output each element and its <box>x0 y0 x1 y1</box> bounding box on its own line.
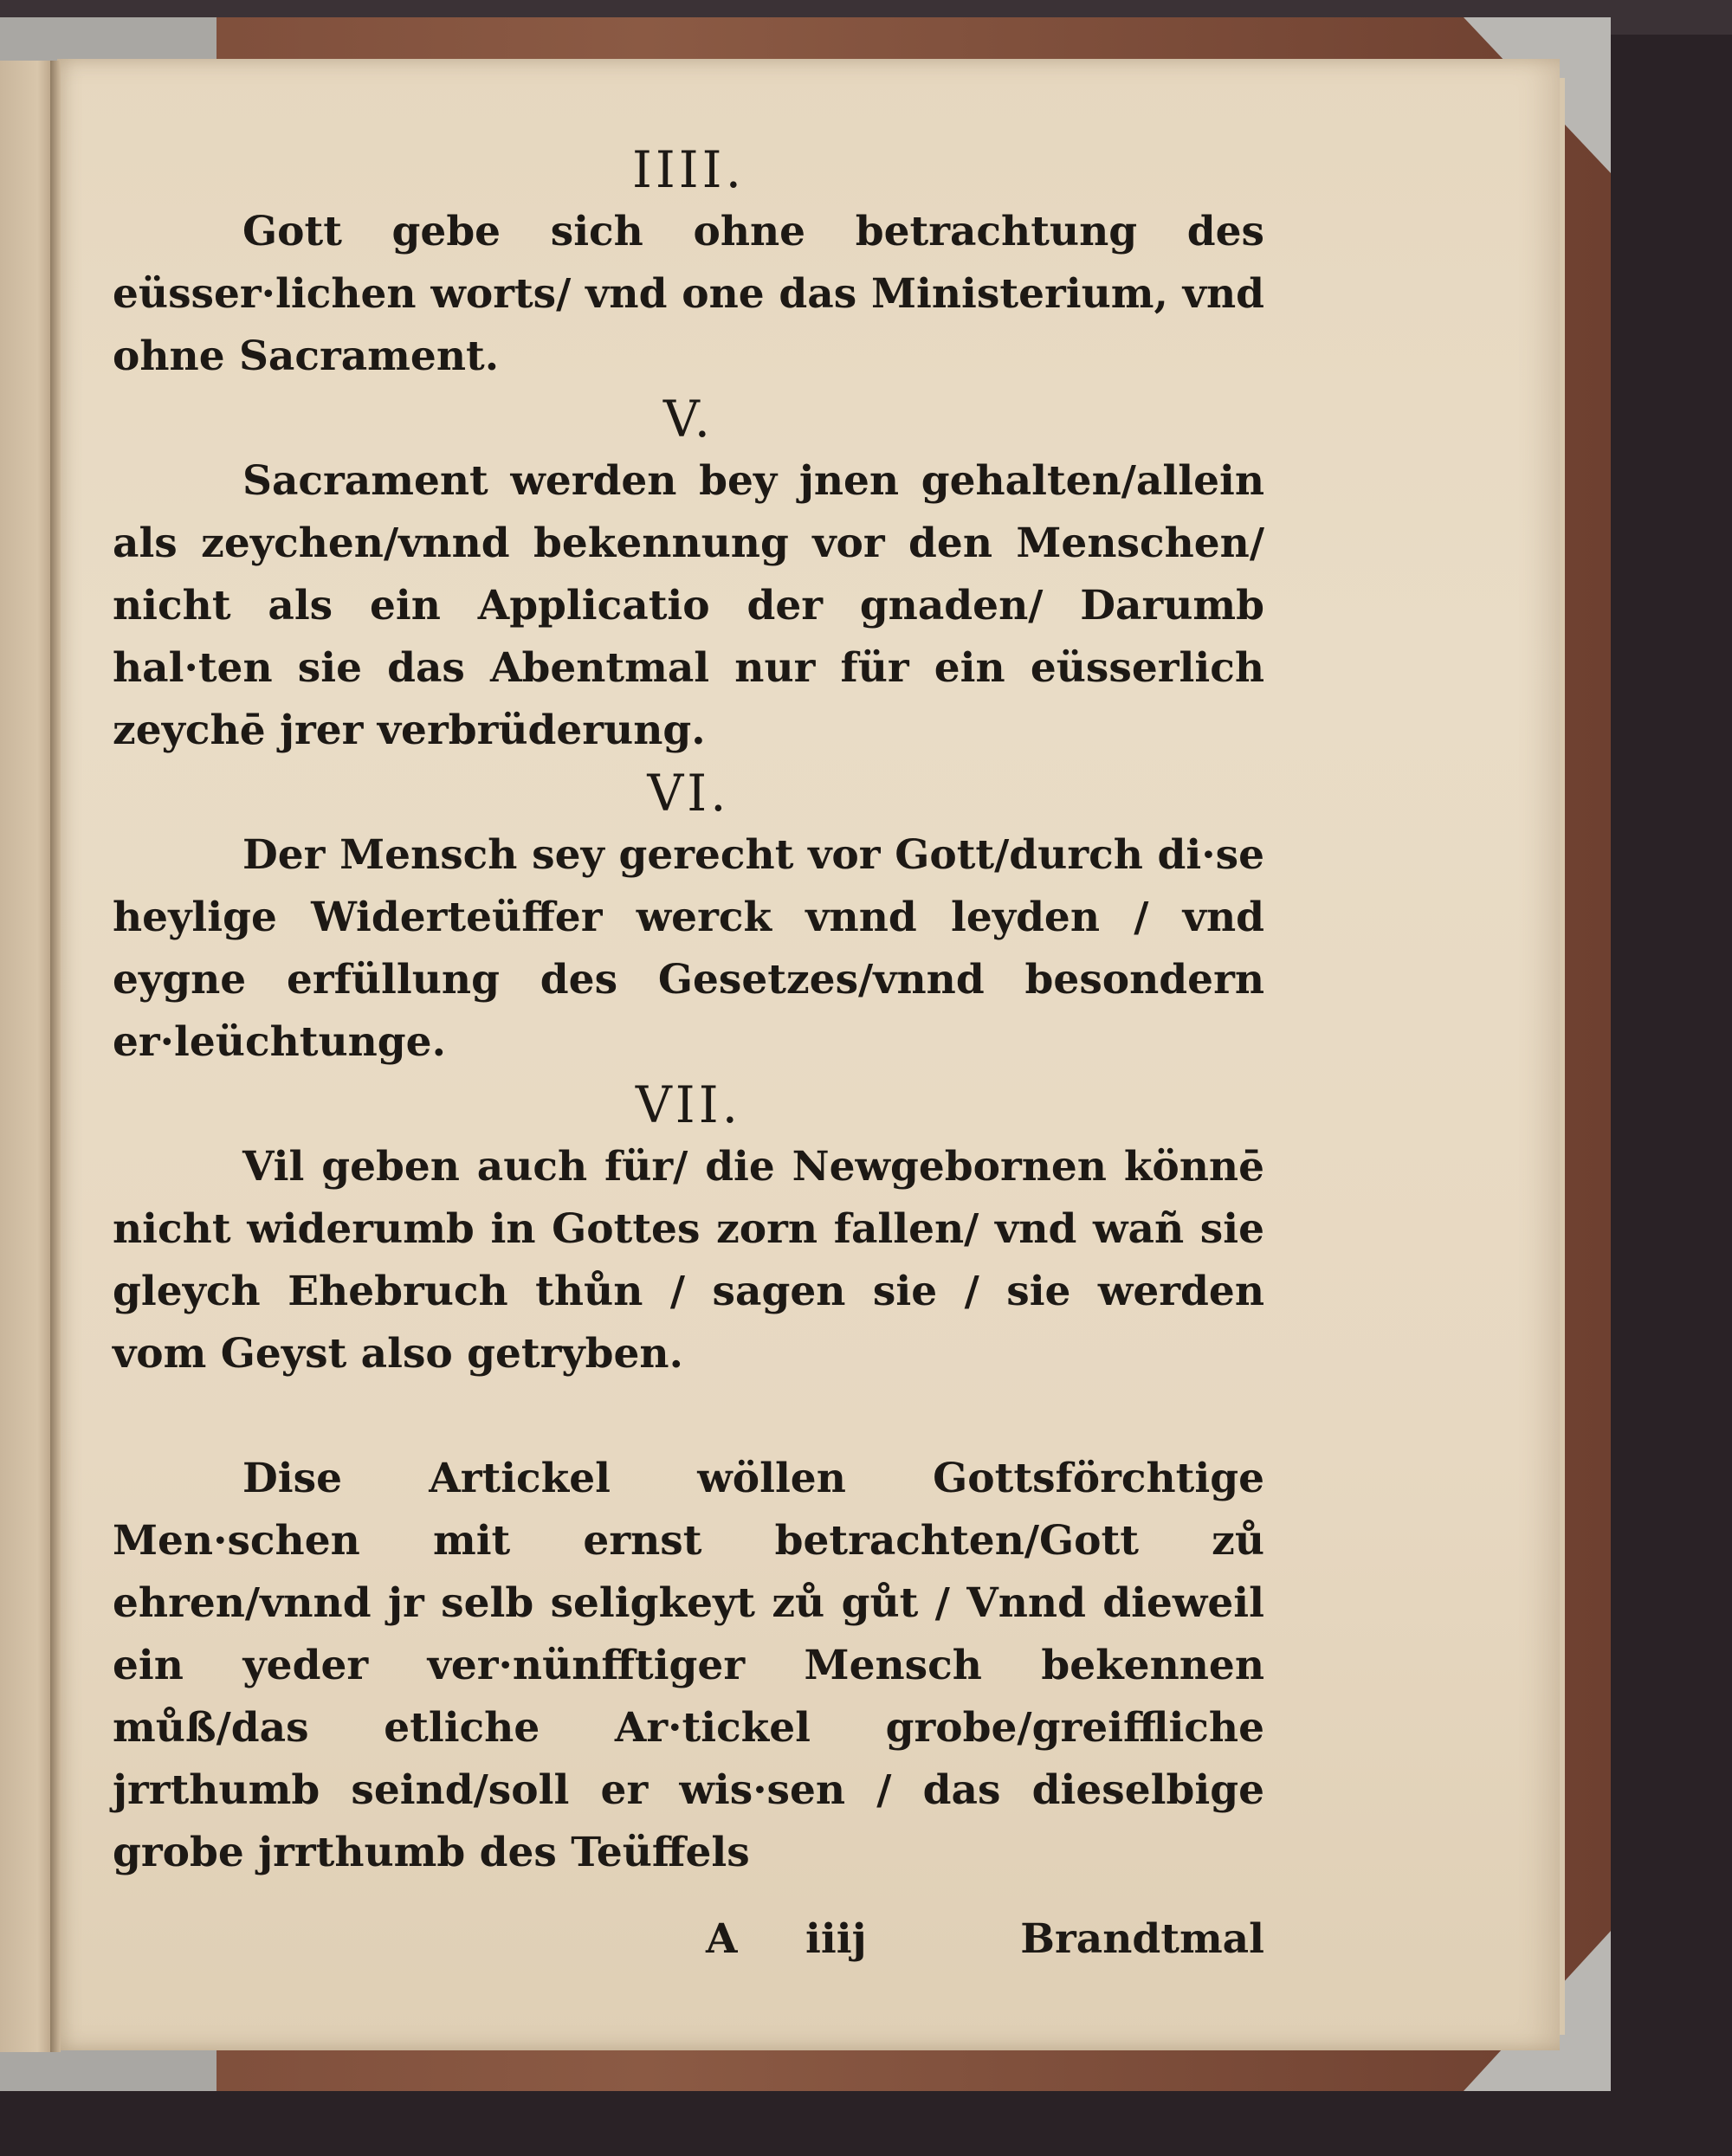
signature-number: iiij <box>805 1915 867 1963</box>
article-paragraph: Der Mensch sey gerecht vor Gott/durch di·se heylige Widerteüffer werck vnnd leyden / vnd eygne erfüllung des Gesetzes/vnnd besondern er·leüchtunge. <box>113 831 1264 1066</box>
page-footer <box>113 1908 1264 1971</box>
article-paragraph: Sacrament werden bey jnen gehalten/allein als zeychen/vnnd bekennung vor den Menschen/ nicht als ein Applicatio der gnaden/ Darumb hal·ten sie das Abentmal nur für ein eüsserlich zeychē jrer verbrüderung. <box>113 457 1264 754</box>
article-numeral: IIII. <box>631 140 746 199</box>
article-numeral: VII. <box>635 1075 742 1134</box>
closing-paragraph: Dise Artickel wöllen Gottsförchtige Men·schen mit ernst betrachten/Gott zů ehren/vnnd jr selb seligkeyt zů gůt / Vnnd dieweil ein yeder ver·nünfftiger Mensch bekennen můß/das etliche Ar·tickel grobe/greiffliche jrrthumb seind/soll er wis·sen / das dieselbige grobe jrrthumb des Teüffels <box>113 1455 1264 1876</box>
signature-mark: A <box>706 1915 738 1963</box>
left-page-edge <box>0 61 54 2052</box>
article-numeral: VI. <box>647 764 730 823</box>
article-paragraph: Vil geben auch für/ die Newgebornen könnē nicht widerumb in Gottes zorn fallen/ vnd wañ sie gleych Ehebruch thůn / sagen sie / sie werden vom Geyst also getryben. <box>113 1143 1264 1378</box>
article-paragraph: Gott gebe sich ohne betrachtung des eüsser·lichen worts/ vnd one das Ministerium, vnd ohne Sacrament. <box>113 208 1264 380</box>
page-text <box>113 139 1264 1884</box>
article-numeral: V. <box>662 390 714 449</box>
book-gutter <box>50 61 61 2052</box>
paragraph-gap <box>113 1385 1264 1448</box>
catchword: Brandtmal <box>1020 1915 1264 1963</box>
